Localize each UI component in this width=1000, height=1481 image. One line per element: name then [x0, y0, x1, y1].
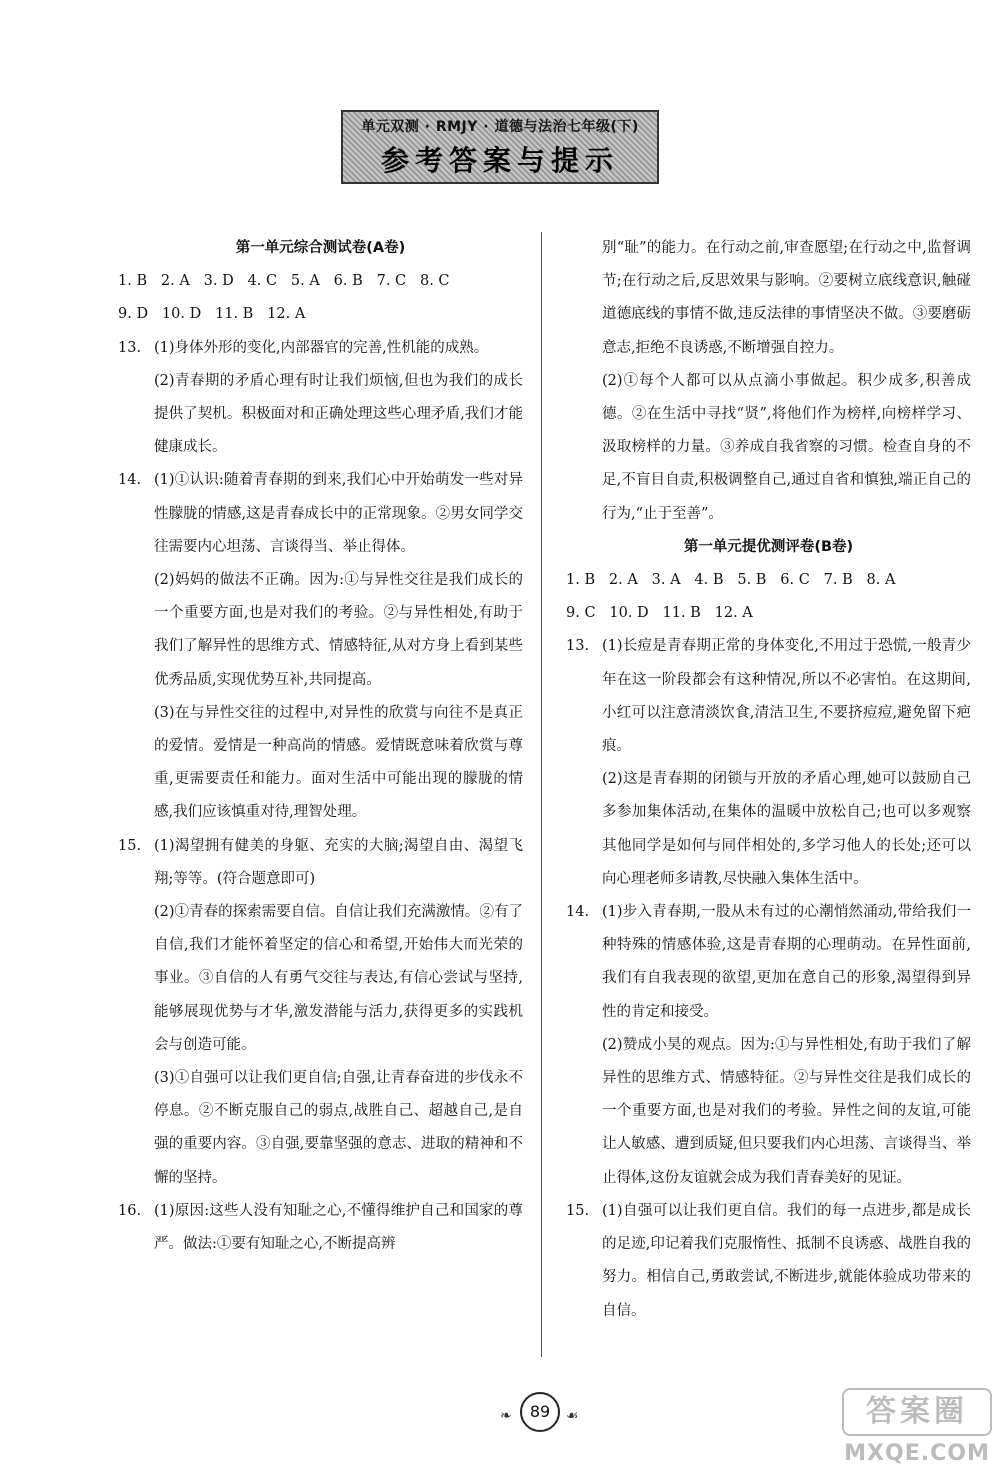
answer-part-2: (2)青春期的矛盾心理有时让我们烦恼,但也为我们的成长提供了契机。积极面对和正确处理这些心理矛盾,我们才能健康成长。: [154, 372, 523, 456]
page-number: 89: [520, 1392, 560, 1432]
choice-answers-line-1: 1. B 2. A 3. A 4. B 5. B 6. C 7. B 8. A: [566, 572, 896, 589]
answer-part-3: (3)在与异性交往的过程中,对异性的欣赏与向往不是真正的爱情。爱情是一种高尚的情感。爱情既意味着欣赏与尊重,更需要责任和能力。面对生活中可能出现的朦胧的情感,我们应该慎重对待,理智处理。: [154, 704, 523, 821]
question-number: 16.: [118, 1202, 142, 1219]
question-number: 15.: [118, 837, 142, 854]
header-banner: [341, 110, 659, 184]
answer-part-1: (1)自强可以让我们更自信。我们的每一点进步,都是成长的足迹,印记着我们克服惰性、抵制不良诱惑、战胜自我的努力。相信自己,勇敢尝试,不断进步,就能体验成功带来的自信。: [602, 1202, 971, 1319]
question-number: 13.: [118, 339, 142, 356]
answer-part-1: (1)长痘是青春期正常的身体变化,不用过于恐慌,一般青少年在这一阶段都会有这种情况,所以不必害怕。在这期间,小红可以注意清淡饮食,清洁卫生,不要挤痘痘,避免留下疤痕。: [602, 638, 971, 755]
question-16-part-2: (2)①每个人都可以从点滴小事做起。积少成多,积善成德。②在生活中寻找“贤”,将他们作为榜样,向榜样学习、汲取榜样的力量。③养成自我省察的习惯。检查自身的不足,不盲目自责,积极调整自己,通过自省和慎独,端正自己的行为,“止于至善”。: [602, 372, 971, 522]
question-14: [566, 896, 971, 1195]
question-number: 14.: [566, 904, 590, 921]
answer-part-1: (1)身体外形的变化,内部器官的完善,性机能的成熟。: [154, 339, 489, 356]
question-number: 13.: [566, 638, 590, 655]
section-title-a: 第一单元综合测试卷(A卷): [235, 240, 406, 256]
question-13: [118, 332, 523, 465]
question-number: 15.: [566, 1202, 590, 1219]
question-14: [118, 464, 523, 829]
answer-part-2: (2)这是青春期的闭锁与开放的矛盾心理,她可以鼓励自己多参加集体活动,在集体的温暖中放松自己;也可以多观察其他同学是如何与同伴相处的,多学习他人的长处;还可以向心理老师多请教,尽快融入集体生活中。: [602, 771, 971, 887]
page-title: 参考答案与提示: [380, 144, 619, 177]
book-subtitle: 单元双测 · RMJY · 道德与法治七年级(下): [361, 119, 639, 135]
watermark-domain: MXQE.COM: [844, 1441, 990, 1466]
right-column: [566, 232, 971, 1328]
column-divider: [541, 232, 542, 1357]
choice-answers-line-2: 9. C 10. D 11. B 12. A: [566, 605, 753, 622]
question-16: [118, 1195, 523, 1261]
answer-part-2: (2)赞成小昊的观点。因为:①与异性相处,有助于我们了解异性的思维方式、情感特征。②与异性交往是我们成长的一个重要方面,也是对我们的考验。异性之间的友谊,可能让人敏感、遭到质疑,但只要我们内心坦荡、言谈得当、举止得体,这份友谊就会成为我们青春美好的见证。: [602, 1036, 971, 1186]
question-15: [566, 1195, 971, 1328]
answer-part-1: (1)原因:这些人没有知耻之心,不懂得维护自己和国家的尊严。做法:①要有知耻之心,不断提高辨: [154, 1202, 523, 1253]
choice-answers-line-1: 1. B 2. A 3. D 4. C 5. A 6. B 7. C 8. C: [118, 273, 450, 290]
answer-part-1: (1)①认识:随着青春期的到来,我们心中开始萌发一些对异性朦胧的情感,这是青春成长中的正常现象。②男女同学交往需要内心坦荡、言谈得当、举止得体。: [154, 472, 523, 555]
choice-answers-line-2: 9. D 10. D 11. B 12. A: [118, 306, 306, 323]
question-number: 14.: [118, 472, 142, 489]
section-title-b: 第一单元提优测评卷(B卷): [683, 538, 854, 555]
question-15: [118, 830, 523, 1195]
watermark-text: 答案圈: [842, 1388, 992, 1436]
answer-part-2: (2)妈妈的做法不正确。因为:①与异性交往是我们成长的一个重要方面,也是对我们的考验。②与异性相处,有助于我们了解异性的思维方式、情感特征,从对方身上看到某些优秀品质,实现优势互补,共同提高。: [154, 572, 523, 688]
answer-part-1: (1)渴望拥有健美的身躯、充实的大脑;渴望自由、渴望飞翔;等等。(符合题意即可): [154, 837, 523, 887]
answer-part-1: (1)步入青春期,一股从未有过的心潮悄然涌动,带给我们一种特殊的情感体验,这是青春期的心理萌动。在异性面前,我们有自我表现的欲望,更加在意自己的形象,渴望得到异性的肯定和接受。: [602, 904, 971, 1020]
left-column: [118, 232, 523, 1261]
question-16-continued: 别“耻”的能力。在行动之前,审查愿望;在行动之中,监督调节;在行动之后,反思效果与影响。②要树立底线意识,触碰道德底线的事情不做,违反法律的事情坚决不做。③要磨砺意志,拒绝不良诱惑,不断增强自控力。: [602, 240, 971, 356]
answer-part-3: (3)①自强可以让我们更自信;自强,让青春奋进的步伐永不停息。②不断克服自己的弱点,战胜自己、超越自己,是自强的重要内容。③自强,要靠坚强的意志、进取的精神和不懈的坚持。: [154, 1070, 523, 1186]
watermark-logo: [842, 1388, 992, 1470]
answer-part-2: (2)①青春的探索需要自信。自信让我们充满激情。②有了自信,我们才能怀着坚定的信心和希望,开始伟大而光荣的事业。③自信的人有勇气交往与表达,有信心尝试与坚持,能够展现优势与才华,激发潜能与活力,获得更多的实践机会与创造可能。: [154, 904, 523, 1053]
page-number-ornament-left-icon: ❧: [500, 1408, 512, 1424]
question-13: [566, 630, 971, 896]
page-number-ornament-right-icon: ☙: [566, 1408, 579, 1424]
